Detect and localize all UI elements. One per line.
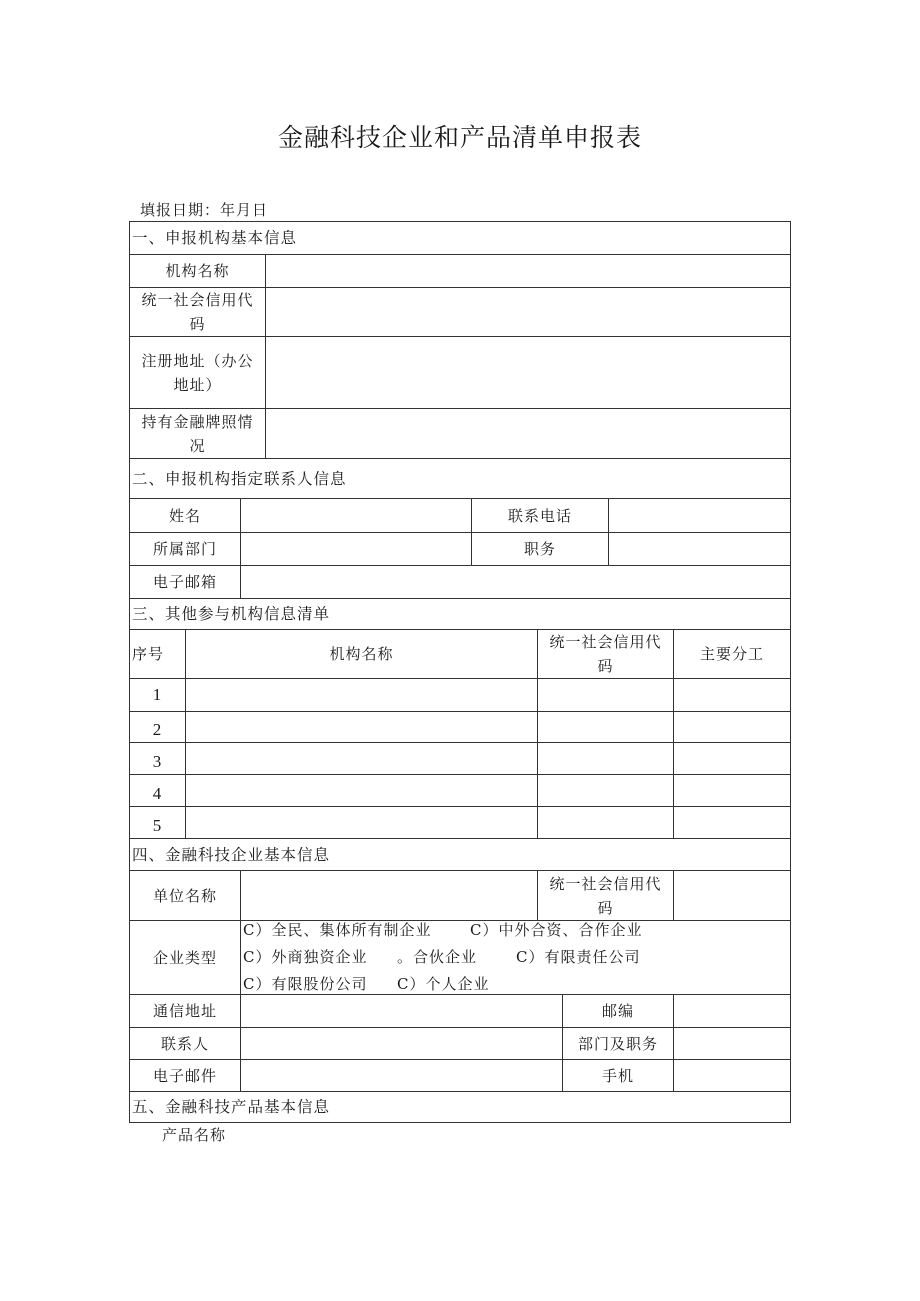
unit-name-field[interactable] [240,870,538,921]
contact-phone-field[interactable] [608,498,791,533]
label-enterprise-email: 电子邮件 [129,1059,241,1092]
org-name-field[interactable] [265,254,791,288]
enterprise-email-field[interactable] [240,1059,563,1092]
enterprise-type-options [240,920,791,995]
credit-code-field[interactable] [265,287,791,337]
dept-position-field[interactable] [673,1027,791,1060]
header-credit-code: 统一社会信用代码 [537,629,674,679]
label-mailing-address: 通信地址 [129,994,241,1028]
row-number: 2 [129,711,186,743]
option-wholly-foreign[interactable]: C）外商独资企业 [243,948,368,966]
option-state-collective[interactable]: C）全民、集体所有制企业 [243,921,432,939]
label-credit-code: 统一社会信用代码 [129,287,266,337]
label-enterprise-type: 企业类型 [129,920,241,995]
section-1-header: 一、申报机构基本信息 [129,221,791,255]
participant-org-name-field[interactable] [185,742,538,775]
label-dept-position: 部门及职务 [562,1027,674,1060]
header-main-role: 主要分工 [673,629,791,679]
participant-credit-code-field[interactable] [537,806,674,839]
mobile-field[interactable] [673,1059,791,1092]
label-financial-license: 持有金融牌照情况 [129,408,266,459]
page-title: 金融科技企业和产品清单申报表 [277,123,642,152]
label-contact-phone: 联系电话 [471,498,609,533]
section-4-header: 四、金融科技企业基本信息 [129,838,791,871]
section-2-header: 二、申报机构指定联系人信息 [129,458,791,499]
label-postcode: 邮编 [562,994,674,1028]
fill-date: 填报日期：年月日 [140,201,269,219]
participant-role-field[interactable] [673,711,791,743]
label-email: 电子邮箱 [129,565,241,599]
registered-address-field[interactable] [265,336,791,409]
contact-person-field[interactable] [240,1027,563,1060]
option-joint-stock[interactable]: C）有限股份公司 [243,975,368,993]
participant-org-name-field[interactable] [185,711,538,743]
header-seq: 序号 [129,629,186,679]
label-unit-name: 单位名称 [129,870,241,921]
participant-role-field[interactable] [673,742,791,775]
participant-role-field[interactable] [673,806,791,839]
participant-credit-code-field[interactable] [537,711,674,743]
participant-credit-code-field[interactable] [537,742,674,775]
label-contact-person: 联系人 [129,1027,241,1060]
row-number: 4 [129,774,186,807]
label-mobile: 手机 [562,1059,674,1092]
participant-org-name-field[interactable] [185,806,538,839]
option-limited-liability[interactable]: C）有限责任公司 [516,948,641,966]
department-field[interactable] [240,532,472,566]
financial-license-field[interactable] [265,408,791,459]
position-field[interactable] [608,532,791,566]
contact-name-field[interactable] [240,498,472,533]
section-5-header: 五、金融科技产品基本信息 [129,1091,791,1123]
label-enterprise-credit-code: 统一社会信用代码 [537,870,674,921]
row-number: 3 [129,742,186,775]
enterprise-credit-code-field[interactable] [673,870,791,921]
option-sino-foreign-jv[interactable]: C）中外合资、合作企业 [470,921,643,939]
row-number: 5 [129,806,186,839]
label-registered-address: 注册地址（办公地址） [129,336,266,409]
section-3-header: 三、其他参与机构信息清单 [129,598,791,630]
label-org-name: 机构名称 [129,254,266,288]
participant-org-name-field[interactable] [185,678,538,712]
participant-role-field[interactable] [673,678,791,712]
participant-role-field[interactable] [673,774,791,807]
option-sole-proprietorship[interactable]: C）个人企业 [397,975,490,993]
label-product-name: 产品名称 [162,1126,227,1144]
row-number: 1 [129,678,186,712]
participant-org-name-field[interactable] [185,774,538,807]
participant-credit-code-field[interactable] [537,678,674,712]
postcode-field[interactable] [673,994,791,1028]
participant-credit-code-field[interactable] [537,774,674,807]
option-partnership[interactable]: 。合伙企业 [397,948,478,966]
label-position: 职务 [471,532,609,566]
header-org-name: 机构名称 [185,629,538,679]
label-contact-name: 姓名 [129,498,241,533]
label-department: 所属部门 [129,532,241,566]
email-field[interactable] [240,565,791,599]
mailing-address-field[interactable] [240,994,563,1028]
